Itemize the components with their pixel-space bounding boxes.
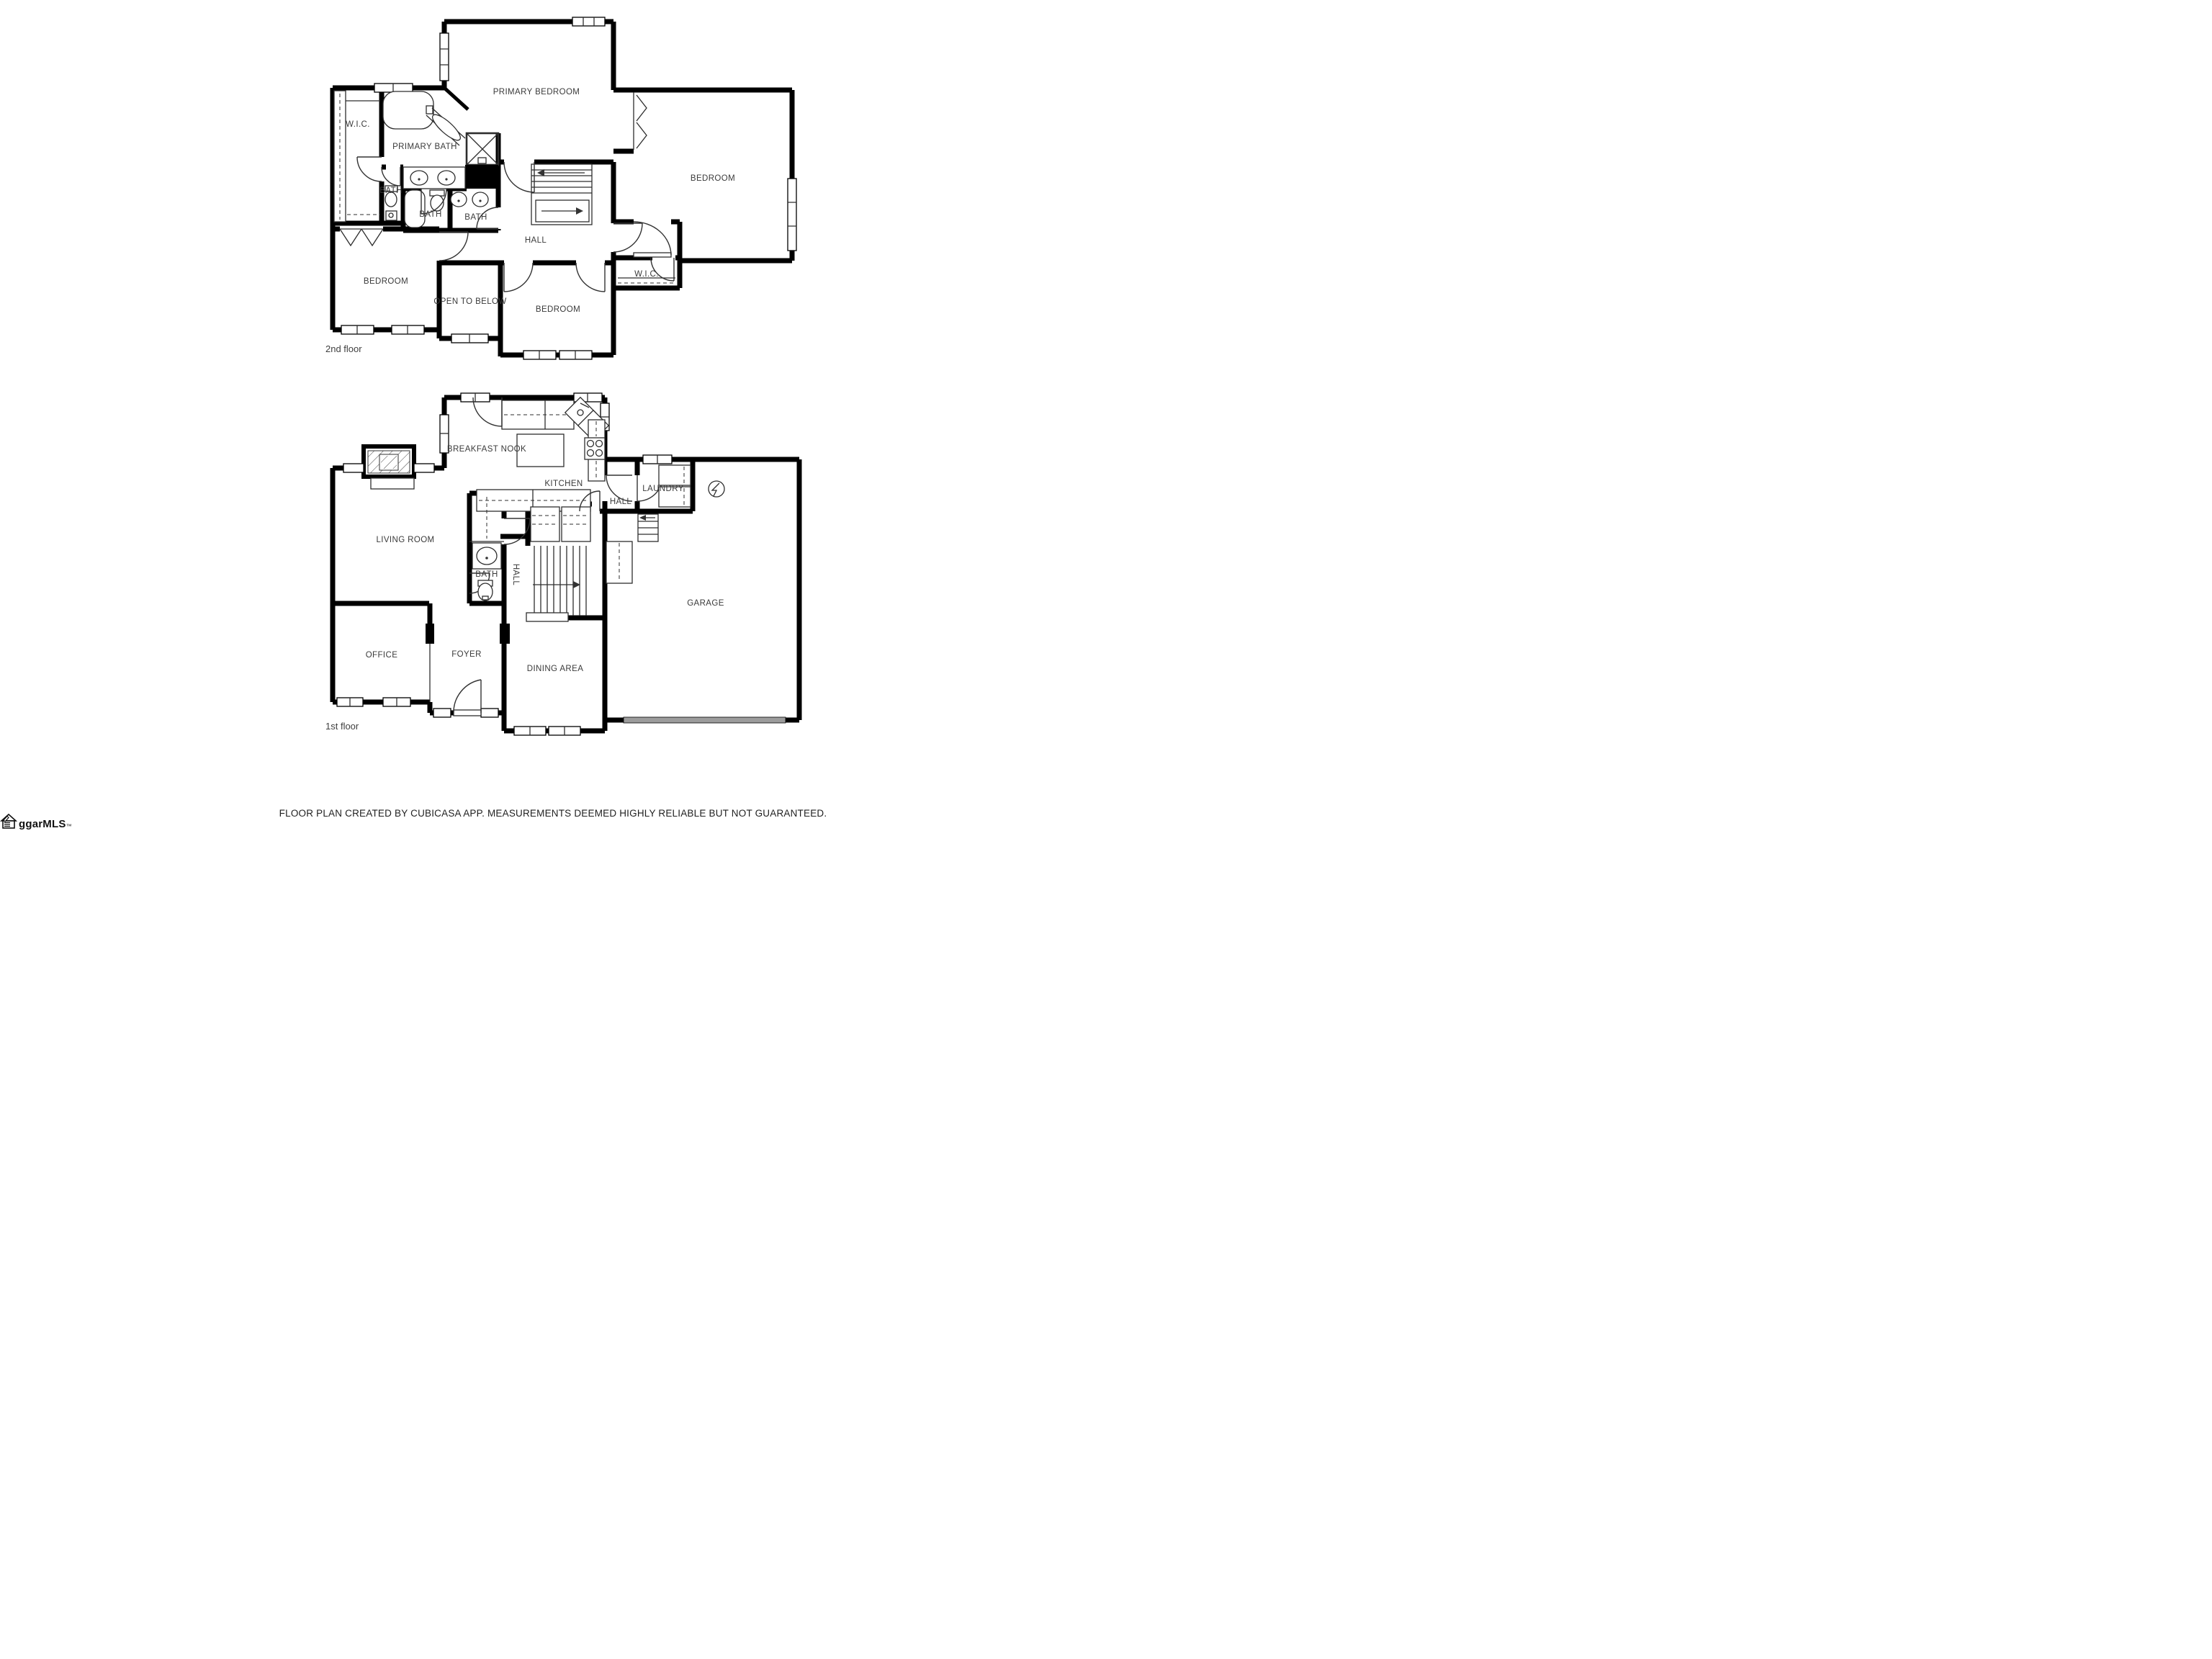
logo-text: ggarMLS (19, 818, 66, 830)
room-label-hall2: HALL (524, 236, 547, 245)
room-label-bedroom-bottom: BEDROOM (535, 305, 581, 314)
room-label-bath1: BATH (475, 570, 498, 579)
foyer-wall-stub-right (500, 624, 510, 644)
hall-laundry-garage (580, 465, 724, 583)
floor1-plan (325, 393, 799, 735)
room-label-bath-b: BATH (419, 210, 442, 219)
mls-logo (0, 814, 72, 830)
room-label-wic-right: W.I.C. (634, 270, 659, 279)
room-label-primary-bedroom: PRIMARY BEDROOM (493, 88, 580, 96)
floor2-diagonal-wall (444, 88, 468, 109)
room-label-office: OFFICE (365, 651, 398, 660)
electrical-symbol (709, 481, 724, 497)
room-label-open-to-below: OPEN TO BELOW (433, 297, 507, 306)
fireplace (364, 446, 414, 489)
floor2-plan (325, 17, 796, 359)
room-label-bath-a: BATH (379, 186, 403, 195)
room-label-living-room: LIVING ROOM (376, 536, 435, 544)
room-label-dining-area: DINING AREA (526, 665, 584, 673)
room-label-hall-upper: HALL (609, 498, 632, 506)
room-label-wic-left: W.I.C. (346, 120, 370, 129)
room-label-hall-lower: HALL (511, 563, 520, 586)
room-label-bedroom-right: BEDROOM (690, 174, 736, 183)
room-label-primary-bath: PRIMARY BATH (392, 143, 457, 151)
room-label-foyer: FOYER (451, 650, 482, 659)
room-label-kitchen: KITCHEN (544, 480, 583, 488)
room-label-garage: GARAGE (687, 599, 724, 608)
house-icon (0, 814, 19, 830)
room-label-breakfast-nook: BREAKFAST NOOK (446, 445, 527, 454)
logo-tm: ™ (66, 823, 72, 830)
garage-door (624, 717, 786, 723)
floor2-stairs (531, 164, 592, 225)
footer-disclaimer: FLOOR PLAN CREATED BY CUBICASA APP. MEASUREMENTS DEEMED HIGHLY RELIABLE BUT NOT GUARANTEED. (279, 808, 827, 819)
floorplan-canvas (0, 0, 1106, 830)
room-label-laundry: LAUNDRY (642, 485, 684, 493)
floor1-stairs (526, 507, 590, 621)
room-label-bath-c: BATH (464, 213, 487, 222)
floor1-bath (469, 497, 504, 601)
room-label-bedroom-left: BEDROOM (363, 277, 409, 286)
floor1-name: 1st floor (325, 721, 359, 732)
foyer-wall-stub-left (426, 624, 434, 644)
floor2-name: 2nd floor (325, 343, 362, 354)
